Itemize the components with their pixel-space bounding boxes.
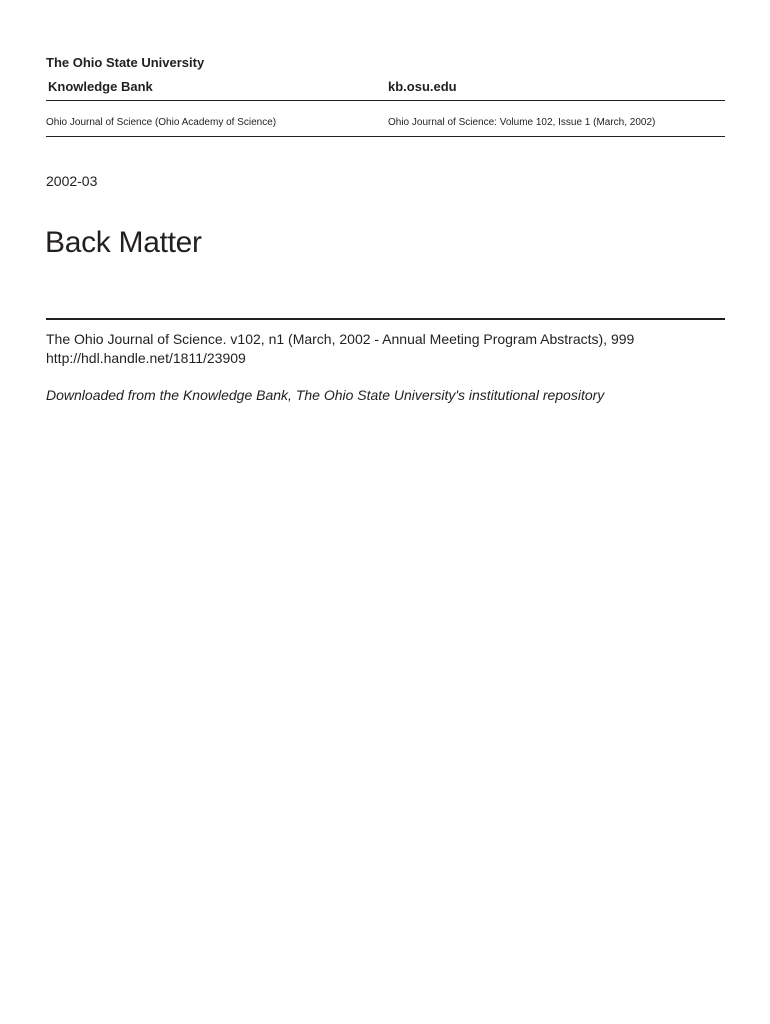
repository-url[interactable]: kb.osu.edu <box>388 79 457 94</box>
item-handle-link[interactable]: http://hdl.handle.net/1811/23909 <box>46 350 246 366</box>
collection-name: Ohio Journal of Science (Ohio Academy of Science) <box>46 117 277 128</box>
title-divider <box>46 318 725 320</box>
repository-name: Knowledge Bank <box>48 79 153 94</box>
header-divider-top <box>46 100 725 101</box>
item-citation: The Ohio Journal of Science. v102, n1 (March, 2002 - Annual Meeting Program Abstracts), 999 <box>46 331 635 347</box>
downloaded-note: Downloaded from the Knowledge Bank, The Ohio State University's institutional repository <box>46 387 605 403</box>
header-divider-bottom <box>46 136 725 137</box>
item-title: Back Matter <box>45 226 202 259</box>
issue-name: Ohio Journal of Science: Volume 102, Issue 1 (March, 2002) <box>388 117 656 128</box>
university-name: The Ohio State University <box>46 55 205 70</box>
item-date: 2002-03 <box>46 173 98 189</box>
